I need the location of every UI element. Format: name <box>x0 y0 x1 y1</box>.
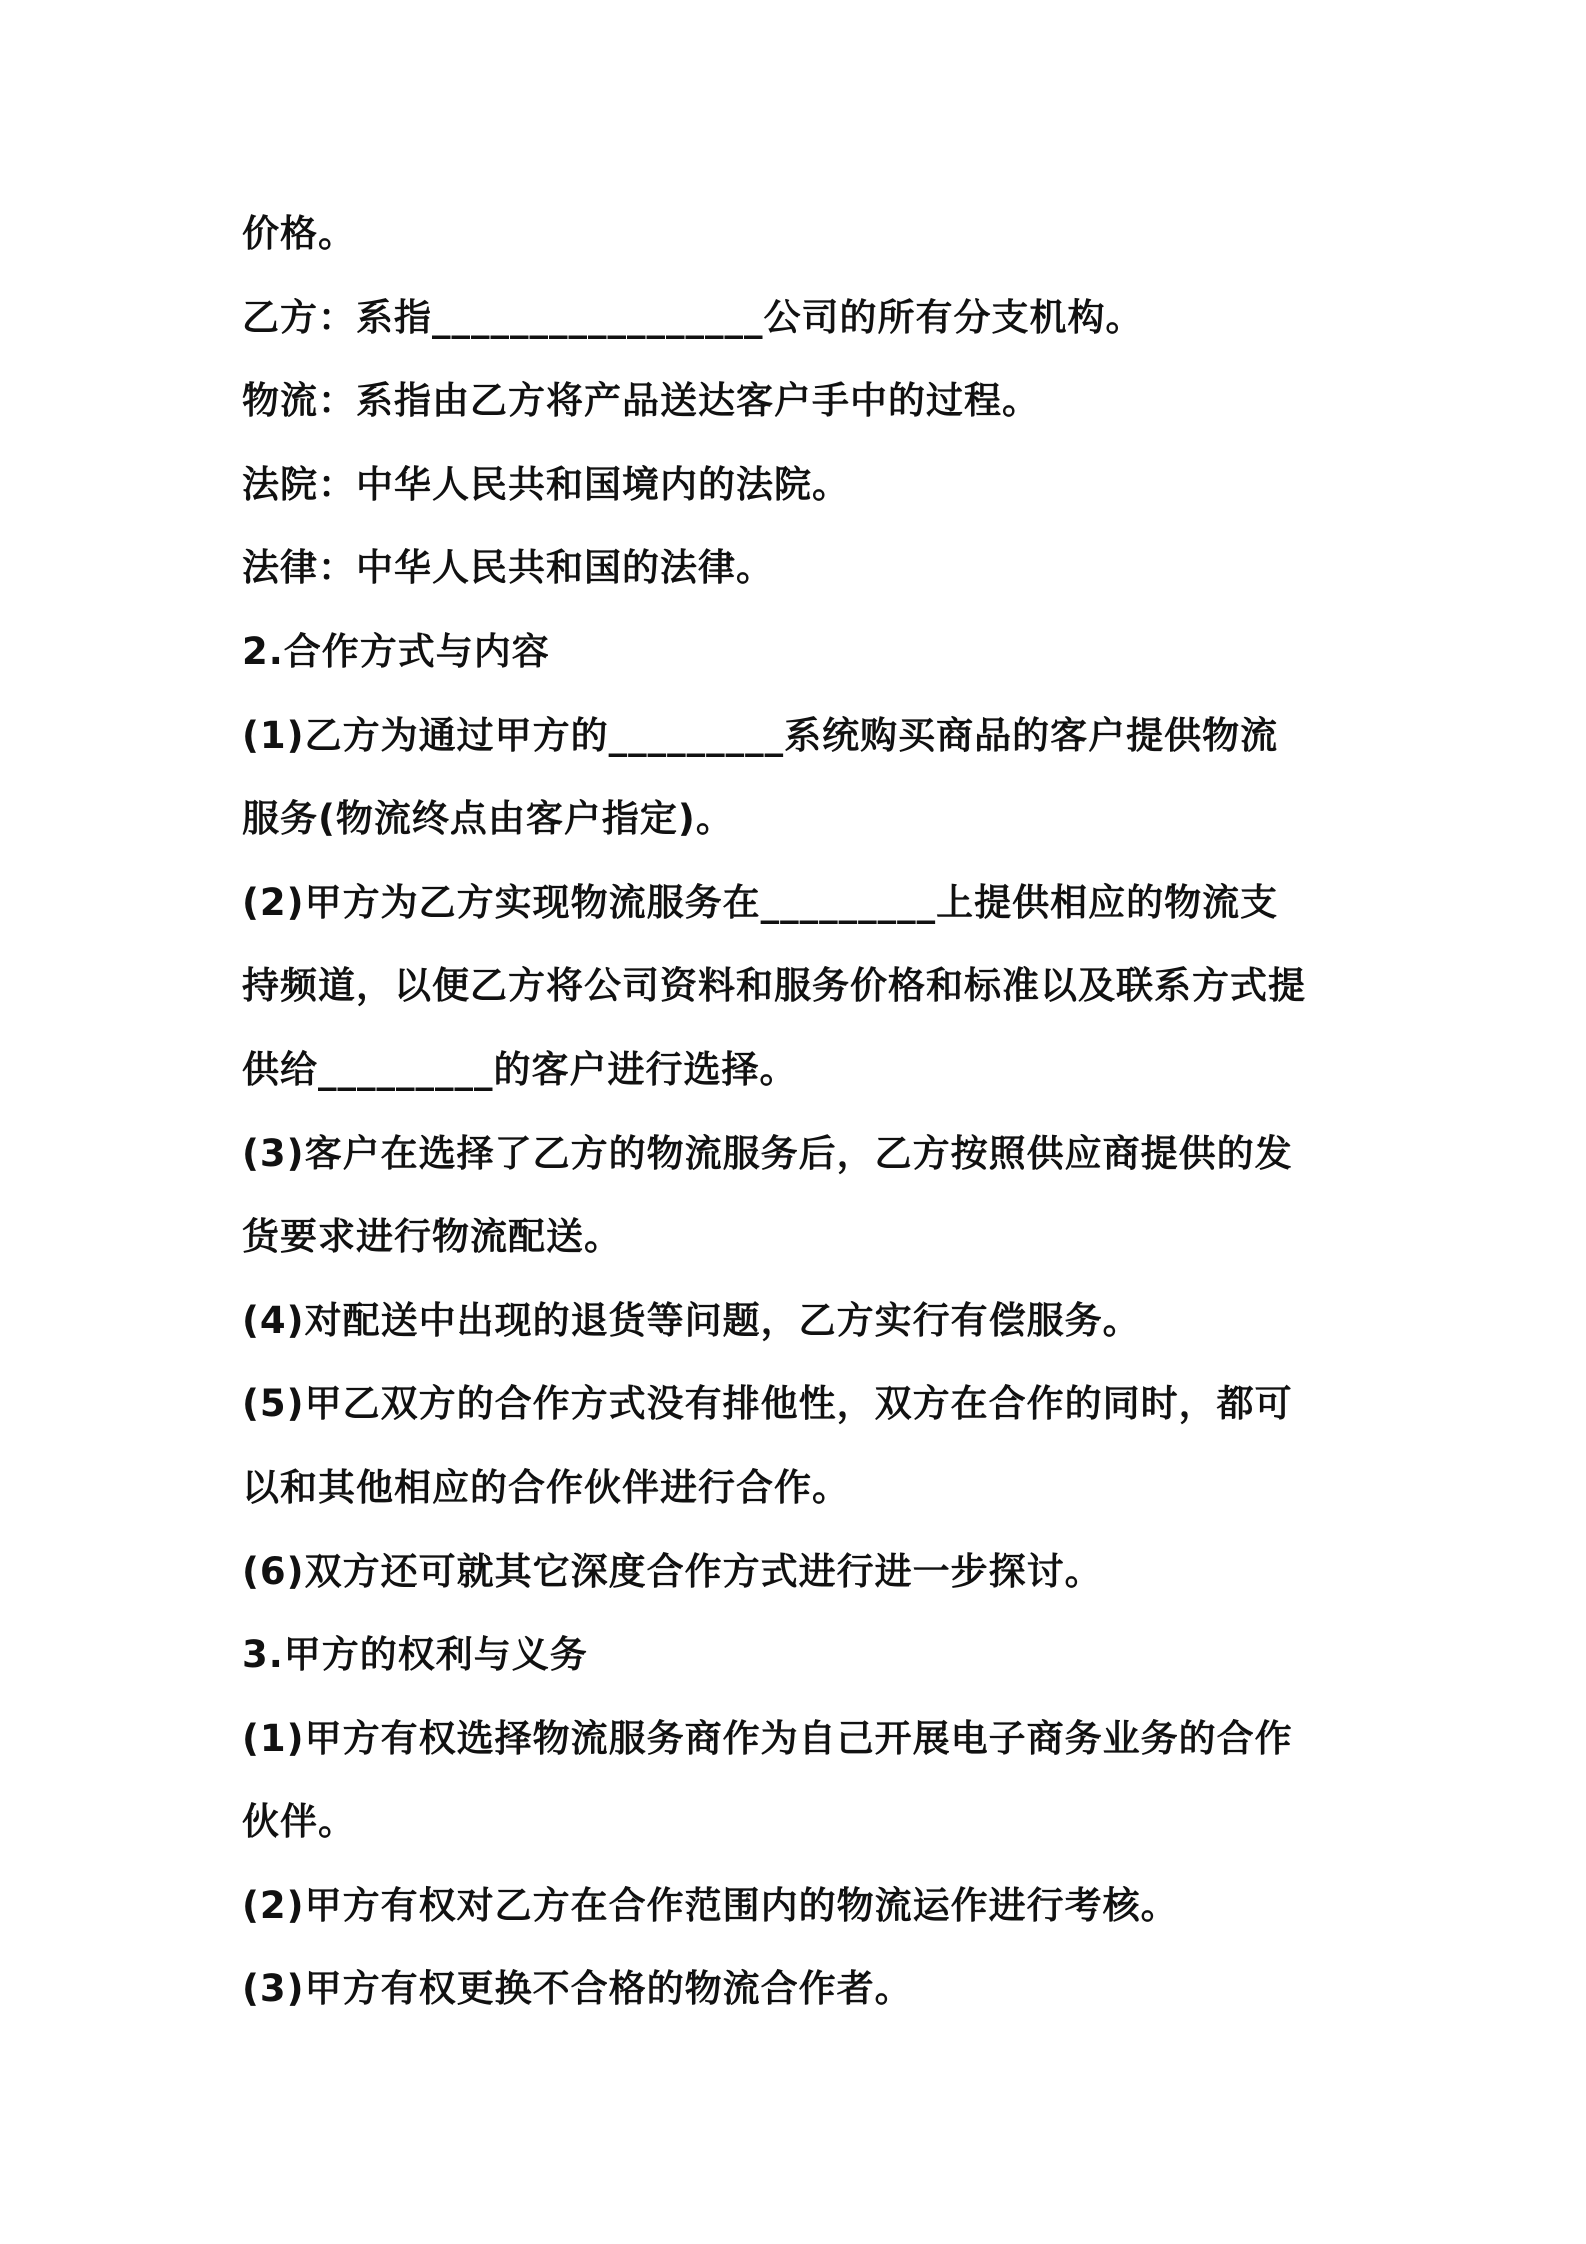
text-line: 持频道，以便乙方将公司资料和服务价格和标准以及联系方式提 <box>242 964 1306 1008</box>
section-heading: 2.合作方式与内容 <box>242 629 550 673</box>
text-line: 法律：中华人民共和国的法律。 <box>242 546 774 590</box>
text-line: (3)客户在选择了乙方的物流服务后，乙方按照供应商提供的发 <box>242 1131 1293 1175</box>
text-line: 物流：系指由乙方将产品送达客户手中的过程。 <box>242 379 1040 423</box>
text-line: (6)双方还可就其它深度合作方式进行进一步探讨。 <box>242 1549 1103 1593</box>
text-line: 乙方：系指_________________公司的所有分支机构。 <box>242 295 1144 339</box>
text-line: (4)对配送中出现的退货等问题，乙方实行有偿服务。 <box>242 1298 1141 1342</box>
text-line: (5)甲乙双方的合作方式没有排他性，双方在合作的同时，都可 <box>242 1382 1293 1426</box>
text-line: (3)甲方有权更换不合格的物流合作者。 <box>242 1967 913 2011</box>
text-line: (2)甲方为乙方实现物流服务在_________上提供相应的物流支 <box>242 880 1279 924</box>
section-heading: 3.甲方的权利与义务 <box>242 1633 588 1677</box>
document-body <box>242 192 1362 2031</box>
text-line: 供给_________的客户进行选择。 <box>242 1047 798 1091</box>
text-line: 法院：中华人民共和国境内的法院。 <box>242 462 850 506</box>
text-line: (1)乙方为通过甲方的_________系统购买商品的客户提供物流 <box>242 713 1279 757</box>
text-line: (1)甲方有权选择物流服务商作为自己开展电子商务业务的合作 <box>242 1716 1293 1760</box>
text-line: 服务(物流终点由客户指定)。 <box>242 797 734 841</box>
text-line: 货要求进行物流配送。 <box>242 1215 622 1259</box>
text-line: (2)甲方有权对乙方在合作范围内的物流运作进行考核。 <box>242 1883 1179 1927</box>
text-line: 价格。 <box>242 212 356 255</box>
text-line: 以和其他相应的合作伙伴进行合作。 <box>242 1465 850 1509</box>
text-line: 伙伴。 <box>242 1800 356 1844</box>
